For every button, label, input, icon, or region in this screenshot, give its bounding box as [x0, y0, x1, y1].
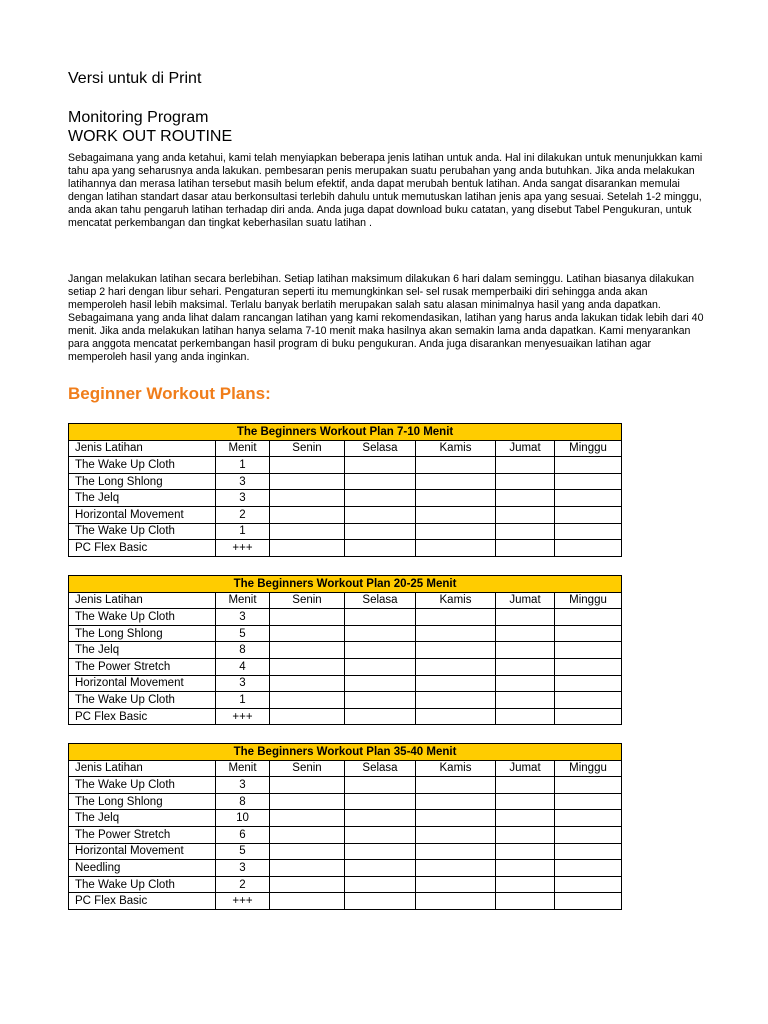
day-cell	[555, 609, 622, 626]
exercise-name: Horizontal Movement	[69, 506, 216, 523]
exercise-name: The Wake Up Cloth	[69, 609, 216, 626]
column-header: Kamis	[416, 592, 496, 609]
day-cell	[496, 642, 555, 659]
day-cell	[270, 609, 345, 626]
exercise-name: The Jelq	[69, 642, 216, 659]
exercise-minutes: 3	[216, 490, 270, 507]
day-cell	[270, 675, 345, 692]
exercise-name: Needling	[69, 860, 216, 877]
day-cell	[270, 625, 345, 642]
table-row	[69, 793, 622, 810]
column-header: Menit	[216, 760, 270, 777]
table-header-row	[69, 760, 622, 777]
table-row	[69, 625, 622, 642]
day-cell	[345, 473, 416, 490]
exercise-minutes: +++	[216, 893, 270, 910]
day-cell	[270, 793, 345, 810]
day-cell	[416, 523, 496, 540]
day-cell	[345, 490, 416, 507]
workout-plan-table	[68, 743, 622, 910]
exercise-name: The Long Shlong	[69, 473, 216, 490]
day-cell	[345, 457, 416, 474]
exercise-name: The Wake Up Cloth	[69, 876, 216, 893]
day-cell	[416, 506, 496, 523]
day-cell	[555, 506, 622, 523]
day-cell	[555, 860, 622, 877]
column-header: Kamis	[416, 440, 496, 457]
day-cell	[345, 876, 416, 893]
exercise-minutes: 3	[216, 860, 270, 877]
table-row	[69, 893, 622, 910]
exercise-minutes: 3	[216, 675, 270, 692]
day-cell	[270, 642, 345, 659]
day-cell	[496, 625, 555, 642]
day-cell	[416, 843, 496, 860]
day-cell	[345, 523, 416, 540]
day-cell	[496, 473, 555, 490]
column-header: Selasa	[345, 760, 416, 777]
day-cell	[555, 692, 622, 709]
table-row	[69, 810, 622, 827]
column-header: Selasa	[345, 440, 416, 457]
day-cell	[416, 826, 496, 843]
day-cell	[270, 876, 345, 893]
exercise-minutes: 8	[216, 642, 270, 659]
exercise-minutes: 3	[216, 609, 270, 626]
table-row	[69, 675, 622, 692]
day-cell	[270, 826, 345, 843]
workout-routine-heading: WORK OUT ROUTINE	[68, 128, 233, 145]
day-cell	[270, 692, 345, 709]
day-cell	[345, 692, 416, 709]
table-row	[69, 609, 622, 626]
table-row	[69, 708, 622, 725]
column-header: Senin	[270, 760, 345, 777]
day-cell	[270, 860, 345, 877]
day-cell	[496, 810, 555, 827]
exercise-minutes: 1	[216, 457, 270, 474]
workout-plan-table	[68, 423, 622, 557]
day-cell	[555, 893, 622, 910]
day-cell	[496, 506, 555, 523]
column-header: Menit	[216, 592, 270, 609]
column-header: Menit	[216, 440, 270, 457]
day-cell	[416, 708, 496, 725]
table-row	[69, 860, 622, 877]
day-cell	[416, 658, 496, 675]
day-cell	[345, 675, 416, 692]
print-version-heading: Versi untuk di Print	[68, 70, 202, 87]
day-cell	[555, 843, 622, 860]
table-row	[69, 642, 622, 659]
exercise-name: The Power Stretch	[69, 658, 216, 675]
exercise-minutes: 4	[216, 658, 270, 675]
day-cell	[345, 826, 416, 843]
table-row	[69, 506, 622, 523]
exercise-minutes: +++	[216, 540, 270, 557]
table-row	[69, 490, 622, 507]
day-cell	[555, 826, 622, 843]
table-row	[69, 777, 622, 794]
column-header: Minggu	[555, 440, 622, 457]
table-header-row	[69, 440, 622, 457]
day-cell	[416, 860, 496, 877]
exercise-minutes: 3	[216, 777, 270, 794]
exercise-name: The Wake Up Cloth	[69, 523, 216, 540]
day-cell	[270, 506, 345, 523]
exercise-minutes: 3	[216, 473, 270, 490]
day-cell	[345, 893, 416, 910]
table-row	[69, 473, 622, 490]
day-cell	[270, 473, 345, 490]
day-cell	[555, 793, 622, 810]
day-cell	[496, 777, 555, 794]
day-cell	[496, 893, 555, 910]
exercise-minutes: 6	[216, 826, 270, 843]
day-cell	[416, 490, 496, 507]
exercise-minutes: 8	[216, 793, 270, 810]
column-header: Jenis Latihan	[69, 592, 216, 609]
day-cell	[416, 642, 496, 659]
day-cell	[345, 843, 416, 860]
day-cell	[555, 708, 622, 725]
day-cell	[416, 540, 496, 557]
day-cell	[496, 457, 555, 474]
exercise-name: The Wake Up Cloth	[69, 777, 216, 794]
day-cell	[555, 658, 622, 675]
column-header: Jumat	[496, 760, 555, 777]
section-title: Beginner Workout Plans:	[68, 384, 271, 403]
column-header: Jumat	[496, 440, 555, 457]
column-header: Senin	[270, 592, 345, 609]
day-cell	[416, 810, 496, 827]
exercise-minutes: 5	[216, 843, 270, 860]
day-cell	[416, 876, 496, 893]
day-cell	[345, 860, 416, 877]
exercise-minutes: 5	[216, 625, 270, 642]
day-cell	[555, 777, 622, 794]
column-header: Selasa	[345, 592, 416, 609]
day-cell	[345, 625, 416, 642]
day-cell	[345, 540, 416, 557]
exercise-name: The Jelq	[69, 490, 216, 507]
table-row	[69, 658, 622, 675]
exercise-name: The Long Shlong	[69, 793, 216, 810]
day-cell	[345, 658, 416, 675]
table-row	[69, 692, 622, 709]
exercise-name: Horizontal Movement	[69, 843, 216, 860]
day-cell	[496, 860, 555, 877]
table-header-row	[69, 592, 622, 609]
day-cell	[345, 793, 416, 810]
table-row	[69, 457, 622, 474]
day-cell	[555, 810, 622, 827]
table-row	[69, 843, 622, 860]
workout-plan-table	[68, 575, 622, 725]
day-cell	[555, 675, 622, 692]
day-cell	[416, 457, 496, 474]
exercise-minutes: 1	[216, 692, 270, 709]
table-row	[69, 826, 622, 843]
day-cell	[270, 523, 345, 540]
plan-title: The Beginners Workout Plan 7-10 Menit	[69, 424, 622, 441]
plan-title: The Beginners Workout Plan 35-40 Menit	[69, 744, 622, 761]
day-cell	[496, 843, 555, 860]
column-header: Minggu	[555, 760, 622, 777]
exercise-name: The Long Shlong	[69, 625, 216, 642]
column-header: Kamis	[416, 760, 496, 777]
column-header: Jenis Latihan	[69, 440, 216, 457]
column-header: Minggu	[555, 592, 622, 609]
day-cell	[416, 793, 496, 810]
day-cell	[270, 843, 345, 860]
day-cell	[270, 490, 345, 507]
day-cell	[416, 777, 496, 794]
table-row	[69, 540, 622, 557]
exercise-name: The Wake Up Cloth	[69, 457, 216, 474]
table-row	[69, 876, 622, 893]
day-cell	[416, 675, 496, 692]
day-cell	[496, 523, 555, 540]
exercise-name: The Power Stretch	[69, 826, 216, 843]
day-cell	[555, 473, 622, 490]
day-cell	[270, 777, 345, 794]
day-cell	[345, 777, 416, 794]
monitoring-program-heading: Monitoring Program	[68, 109, 209, 126]
intro-paragraph: Sebagaimana yang anda ketahui, kami telah menyiapkan beberapa jenis latihan untuk anda. Hal ini dilakukan untuk menunjukkan kami tahu apa yang seharusnya anda lakukan. pembesaran penis merupakan suatu perubahan yang anda butuhkan. Jika anda melakukan latihannya dan merasa latihan tersebut masih belum efektif, anda dapat merubah bentuk latihan. Anda sangat disarankan memulai dengan latihan standart dasar atau berkonsultasi terlebih dahulu untuk memutuskan latihan jenis apa yang sesuai. Setelah 1-2 minggu, anda akan tahu pengaruh latihan terhadap diri anda. Anda juga dapat download buku catatan, yang disebut Tabel Pengukuran, untuk mencatat perkembangan dan tingkat keberhasilan suatu latihan .	[68, 152, 703, 229]
day-cell	[496, 876, 555, 893]
day-cell	[555, 642, 622, 659]
day-cell	[345, 642, 416, 659]
day-cell	[270, 810, 345, 827]
day-cell	[416, 692, 496, 709]
day-cell	[496, 675, 555, 692]
day-cell	[345, 609, 416, 626]
advice-paragraph: Jangan melakukan latihan secara berlebihan. Setiap latihan maksimum dilakukan 6 hari dalam seminggu. Latihan biasanya dilakukan setiap 2 hari dengan libur sehari. Pengaturan seperti itu memungkinkan sel- sel rusak memperbaiki diri sehingga anda akan memperoleh hasil lebih maksimal. Terlalu banyak berlatih merupakan salah satu alasan minimalnya hasil yang anda dapatkan. Sebagaimana yang anda lihat dalam rancangan latihan yang kami rekomendasikan, latihan yang harus anda lakukan tidak lebih dari 40 menit. Jika anda melakukan latihan hanya selama 7-10 menit maka hasilnya akan semakin lama anda dapatkan. Kami menyarankan para anggota mencatat perkembangan hasil program di buku pengukuran. Anda juga disarankan menyesuaikan latihan agar memperoleh hasil yang anda inginkan.	[68, 273, 704, 363]
day-cell	[496, 793, 555, 810]
plan-title: The Beginners Workout Plan 20-25 Menit	[69, 576, 622, 593]
day-cell	[555, 540, 622, 557]
exercise-name: PC Flex Basic	[69, 893, 216, 910]
day-cell	[555, 523, 622, 540]
day-cell	[345, 708, 416, 725]
day-cell	[555, 625, 622, 642]
exercise-minutes: 2	[216, 876, 270, 893]
day-cell	[496, 826, 555, 843]
column-header: Jumat	[496, 592, 555, 609]
day-cell	[496, 692, 555, 709]
exercise-name: The Wake Up Cloth	[69, 692, 216, 709]
day-cell	[416, 893, 496, 910]
day-cell	[416, 473, 496, 490]
day-cell	[496, 609, 555, 626]
day-cell	[555, 490, 622, 507]
column-header: Senin	[270, 440, 345, 457]
day-cell	[270, 893, 345, 910]
day-cell	[270, 540, 345, 557]
column-header: Jenis Latihan	[69, 760, 216, 777]
exercise-name: The Jelq	[69, 810, 216, 827]
day-cell	[270, 658, 345, 675]
exercise-name: PC Flex Basic	[69, 708, 216, 725]
day-cell	[496, 658, 555, 675]
exercise-name: Horizontal Movement	[69, 675, 216, 692]
exercise-minutes: 2	[216, 506, 270, 523]
exercise-minutes: +++	[216, 708, 270, 725]
exercise-minutes: 1	[216, 523, 270, 540]
table-row	[69, 523, 622, 540]
day-cell	[555, 457, 622, 474]
day-cell	[416, 609, 496, 626]
exercise-name: PC Flex Basic	[69, 540, 216, 557]
day-cell	[270, 708, 345, 725]
day-cell	[270, 457, 345, 474]
day-cell	[345, 506, 416, 523]
day-cell	[555, 876, 622, 893]
day-cell	[496, 708, 555, 725]
exercise-minutes: 10	[216, 810, 270, 827]
day-cell	[345, 810, 416, 827]
day-cell	[496, 490, 555, 507]
day-cell	[496, 540, 555, 557]
day-cell	[416, 625, 496, 642]
